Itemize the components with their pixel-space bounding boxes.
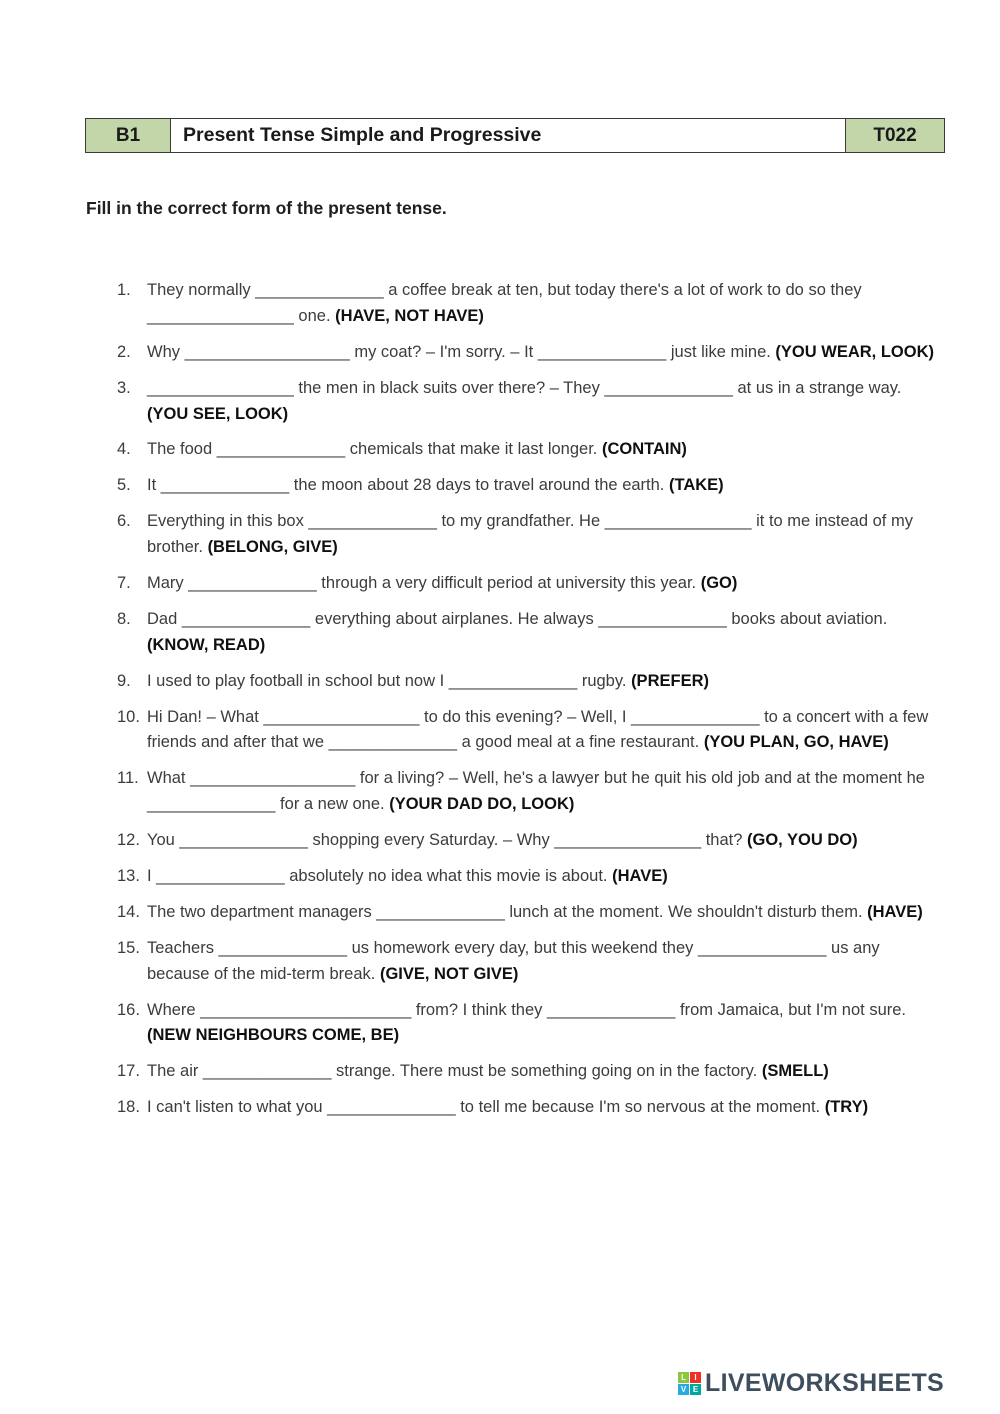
item-hint: (CONTAIN) [601,440,687,459]
i-logo-tile: I [690,1372,701,1383]
exercise-item [117,340,940,366]
item-body [147,1095,940,1121]
item-text: Teachers ______________ us homework every day, but this weekend they ______________ us any because of the mid-term break. [147,938,880,983]
item-body [147,278,940,330]
item-number: 14. [117,902,140,921]
item-hint: (SMELL) [761,1062,829,1081]
exercise-item [117,1095,940,1121]
item-number: 13. [117,867,140,886]
item-hint: (YOU WEAR, LOOK) [775,342,934,361]
item-number: 1. [117,281,131,299]
item-body [147,900,940,926]
item-text: They normally ______________ a coffee break at ten, but today there's a lot of work to do so they ________________ one. [147,281,862,325]
item-body [147,998,940,1050]
item-number: 6. [117,512,131,531]
item-hint: (GO) [700,574,738,593]
item-body [147,509,940,561]
item-text: I can't listen to what you ______________ to tell me because I'm so nervous at the moment. [147,1098,821,1117]
footer [678,1369,944,1398]
exercise-item [117,669,940,695]
item-body [147,340,940,366]
item-hint: (GIVE, NOT GIVE) [379,964,519,983]
item-text: You ______________ shopping every Saturday. – Why ________________ that? [147,831,743,850]
exercise-item [117,900,940,926]
item-body [147,571,940,597]
worksheet-header [85,118,945,153]
exercise-item [117,571,940,597]
exercise-item [117,278,940,330]
item-hint: (PREFER) [631,671,709,690]
exercise-item [117,1059,940,1085]
item-text: The air ______________ strange. There must be something going on in the factory. [147,1062,758,1081]
item-number: 15. [117,938,140,957]
v-logo-tile: V [678,1384,689,1395]
exercise-item [117,376,940,428]
item-text: I used to play football in school but now I ______________ rugby. [147,671,627,690]
item-number: 17. [117,1062,140,1081]
item-text: I ______________ absolutely no idea what this movie is about. [147,867,608,886]
item-number: 5. [117,476,131,495]
item-text: Dad ______________ everything about airplanes. He always ______________ books about aviation. [147,609,888,628]
exercise-item [117,828,940,854]
item-number: 4. [117,440,131,459]
worksheet-title: Present Tense Simple and Progressive [171,119,846,153]
exercise-item [117,936,940,988]
item-hint: (HAVE, NOT HAVE) [335,306,484,325]
liveworksheets-logo [678,1372,701,1395]
item-body [147,766,940,818]
item-hint: (YOU SEE, LOOK) [147,404,289,423]
item-hint: (BELONG, GIVE) [207,538,338,557]
item-text: Why __________________ my coat? – I'm sorry. – It ______________ just like mine. [147,342,771,361]
item-body [147,669,940,695]
item-hint: (NEW NEIGHBOURS COME, BE) [147,1026,400,1045]
item-number: 16. [117,1000,140,1019]
exercise-item [117,607,940,659]
item-hint: (HAVE) [867,902,923,921]
l-logo-tile: L [678,1372,689,1383]
item-number: 3. [117,378,131,397]
item-body [147,437,940,463]
exercise-item [117,705,940,757]
exercise-item [117,473,940,499]
item-number: 8. [117,609,131,628]
item-hint: (HAVE) [612,867,668,886]
item-number: 12. [117,831,140,850]
instruction-text: Fill in the correct form of the present tense. [86,198,447,218]
item-body [147,607,940,659]
item-text: It ______________ the moon about 28 days to travel around the earth. [147,476,665,495]
item-hint: (TRY) [824,1098,869,1117]
item-hint: (YOU PLAN, GO, HAVE) [703,733,889,752]
item-body [147,864,940,890]
item-text: ________________ the men in black suits over there? – They ______________ at us in a strange way. [147,378,902,397]
e-logo-tile: E [690,1384,701,1395]
item-number: 10. [117,707,140,726]
item-hint: (TAKE) [668,476,724,495]
item-hint: (YOUR DAD DO, LOOK) [389,795,575,814]
item-text: The food ______________ chemicals that make it last longer. [147,440,598,459]
item-number: 2. [117,342,131,361]
item-body [147,473,940,499]
exercise-item [117,509,940,561]
item-body [147,1059,940,1085]
item-hint: (GO, YOU DO) [747,831,858,850]
exercise-item [117,437,940,463]
exercise-list [117,278,940,1131]
level-badge: B1 [86,119,171,153]
item-text: Mary ______________ through a very difficult period at university this year. [147,574,697,593]
exercise-item [117,766,940,818]
item-body [147,705,940,757]
item-body [147,936,940,988]
worksheet-code-badge: T022 [846,119,945,153]
item-number: 9. [117,671,131,690]
item-number: 18. [117,1098,140,1117]
item-body [147,376,940,428]
item-text: What __________________ for a living? – Well, he's a lawyer but he quit his old job and at the moment he ______________ for a new one. [147,769,925,814]
item-hint: (KNOW, READ) [147,635,266,654]
item-number: 7. [117,574,131,593]
item-body [147,828,940,854]
item-text: Hi Dan! – What _________________ to do this evening? – Well, I ______________ to a concert with a few friends and after that we ______________ a good meal at a fine restaurant. [147,707,929,752]
item-text: The two department managers ______________ lunch at the moment. We shouldn't disturb them. [147,902,863,921]
item-number: 11. [117,769,139,788]
brand-name: LIVEWORKSHEETS [705,1369,944,1397]
exercise-item [117,998,940,1050]
item-text: Everything in this box ______________ to my grandfather. He ________________ it to me instead of my brother. [147,512,913,557]
exercise-item [117,864,940,890]
item-text: Where _______________________ from? I think they ______________ from Jamaica, but I'm not sure. [147,1000,906,1019]
